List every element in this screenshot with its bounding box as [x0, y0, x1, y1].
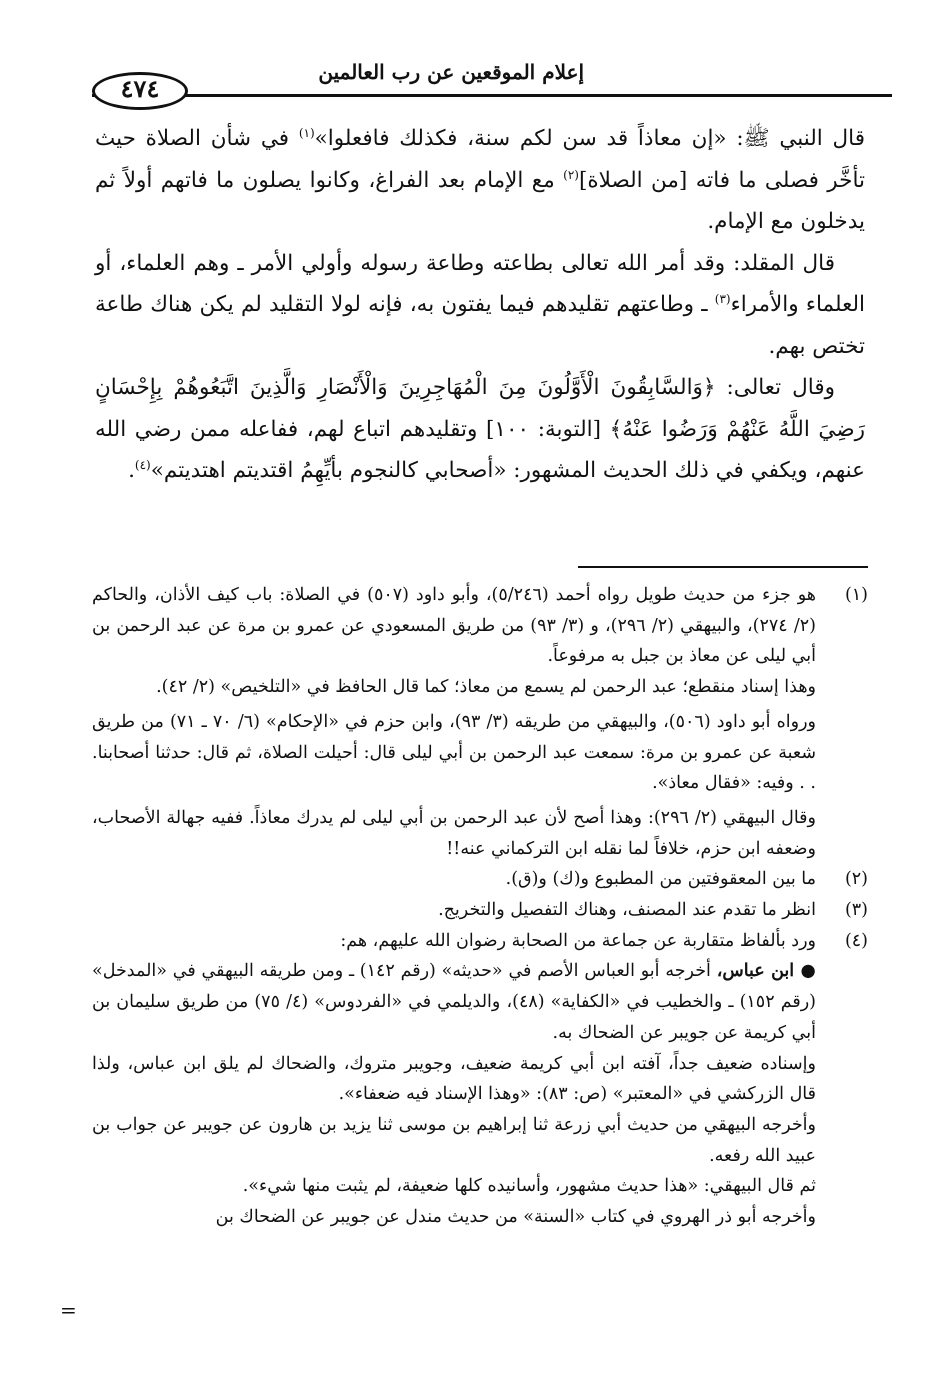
narrator-lead: ● ابن عباس،	[716, 961, 816, 982]
paragraph-1	[95, 118, 865, 243]
footnote-number: (٢)	[844, 869, 868, 890]
footnote-ref-2[interactable]: (٢)	[563, 167, 579, 182]
page-number-badge	[86, 72, 196, 112]
footnotes	[92, 580, 868, 1233]
p2-text-b: ـ وطاعتهم تقليدهم فيما يفتون به، فإنه لولا التقليد لم يكن هناك طاعة تختص بهم.	[95, 292, 865, 359]
footnote-1	[92, 580, 868, 864]
footnote-text: وإسناده ضعيف جداً، آفته ابن أبي كريمة ضعيف، وجويبر متروك، والضحاك لم يلق ابن عباس، ولذا قال الزركشي في «المعتبر» (ص: ٨٣): «وهذا الإسناد فيه ضعفاء».	[92, 1053, 816, 1105]
paragraph-3	[95, 367, 865, 492]
footnote-text: وأخرجه أبو ذر الهروي في كتاب «السنة» من حديث مندل عن جويبر عن الضحاك بن	[215, 1207, 816, 1228]
footnote-ref-3[interactable]: (٣)	[714, 291, 731, 306]
footnote-ref-4[interactable]: (٤)	[134, 457, 151, 472]
header-rule	[92, 94, 892, 97]
footnote-text: هو جزء من حديث طويل رواه أحمد (٥/٢٤٦)، وأبو داود (٥٠٧) في الصلاة: باب كيف الأذان، والحاكم (٢/ ٢٧٤)، والبيهقي (٢/ ٢٩٦)، و (٣/ ٩٣) من طريق المسعودي عن عمرو بن مرة عن عبد الرحمن بن أبي ليلى عن معاذ بن جبل به مرفوعاً.	[92, 585, 817, 667]
p3-text: وقال تعالى: ﴿وَالسَّابِقُونَ الْأَوَّلُونَ مِنَ الْمُهَاجِرِينَ وَالْأَنْصَارِ وَالَّذِينَ اتَّبَعُوهُمْ بِإِحْسَانٍ رَضِيَ اللَّهُ عَنْهُمْ وَرَضُوا عَنْهُ﴾ [التوبة: ١٠٠] وتقليدهم اتباع لهم، ففاعله ممن رضي الله عنهم، ويكفي في ذلك الحديث المشهور: «أصحابي كالنجوم بأيِّهِمُ اقتديتم اهتديتم»	[95, 375, 865, 483]
footnote-separator	[578, 566, 868, 568]
p1-text-c: مع الإمام بعد الفراغ، وكانوا يصلون ما فاتهم أولاً ثم يدخلون مع الإمام.	[95, 167, 865, 234]
main-text	[95, 118, 865, 492]
running-title: إعلام الموقعين عن رب العالمين	[318, 60, 584, 84]
footnote-number: (٤)	[844, 930, 868, 951]
page-number: ٤٧٤	[120, 74, 160, 103]
footnote-ref-1[interactable]: (١)	[298, 125, 315, 140]
footnote-text: وأخرجه البيهقي من حديث أبي زرعة ثنا إبراهيم بن موسى ثنا يزيد بن هارون عن جويبر عن جواب بن عبيد الله رفعه.	[92, 1114, 816, 1166]
footnote-text: انظر ما تقدم عند المصنف، وهناك التفصيل والتخريج.	[438, 900, 816, 921]
continuation-mark: =	[60, 1298, 77, 1322]
page-header	[92, 58, 892, 102]
footnote-text: ما بين المعقوفتين من المطبوع و(ك) و(ق).	[505, 869, 816, 890]
footnote-text	[92, 956, 816, 1048]
p1-text: قال النبي ﷺ: «إن معاذاً قد سن لكم سنة، فكذلك فافعلوا»	[314, 126, 865, 151]
p1-text-b: في شأن الصلاة حيث تأخَّر فصلى ما فاته [من الصلاة]	[95, 126, 865, 193]
footnote-text: ورد بألفاظ متقاربة عن جماعة من الصحابة رضوان الله عليهم، هم:	[340, 930, 816, 951]
paragraph-2	[95, 243, 865, 368]
footnote-3	[92, 895, 868, 926]
p3-end: .	[128, 458, 135, 483]
footnote-2	[92, 864, 868, 895]
footnote-4	[92, 926, 868, 1233]
footnote-text: وقال البيهقي (٢/ ٢٩٦): وهذا أصح لأن عبد الرحمن بن أبي ليلى لم يدرك معاذاً. ففيه جهالة الأصحاب، وضعفه ابن حزم، خلافاً لما نقله ابن التركماني عنه!!	[92, 807, 816, 859]
footnote-text: ثم قال البيهقي: «هذا حديث مشهور، وأسانيده كلها ضعيفة، لم يثبت منها شيء».	[242, 1176, 816, 1197]
p2-text: قال المقلد: وقد أمر الله تعالى بطاعته وطاعة رسوله وأولي الأمر ـ وهم العلماء، أو العلماء والأمراء	[95, 250, 865, 317]
footnote-text-b: أخرجه أبو العباس الأصم في «حديثه» (رقم ١٤٢) ـ ومن طريقه البيهقي في «المدخل» (رقم ١٥٢) ـ والخطيب في «الكفاية» (٤٨)، والديلمي في «الفردوس» (٤/ ٧٥) من طريق سليمان بن أبي كريمة عن جويبر عن الضحاك به.	[92, 961, 816, 1043]
footnote-text: وهذا إسناد منقطع؛ عبد الرحمن لم يسمع من معاذ؛ كما قال الحافظ في «التلخيص» (٢/ ٤٢).	[156, 677, 816, 698]
footnote-number: (١)	[844, 585, 868, 605]
footnote-number: (٣)	[844, 900, 868, 921]
footnote-text: ورواه أبو داود (٥٠٦)، والبيهقي من طريقه (٣/ ٩٣)، وابن حزم في «الإحكام» (٦/ ٧٠ ـ ٧١) من طريق شعبة عن عمرو بن مرة: سمعت عبد الرحمن بن أبي ليلى قال: أحيلت الصلاة، ثم قال: حدثنا أصحابنا. . . وفيه: «فقال معاذ».	[92, 711, 816, 794]
